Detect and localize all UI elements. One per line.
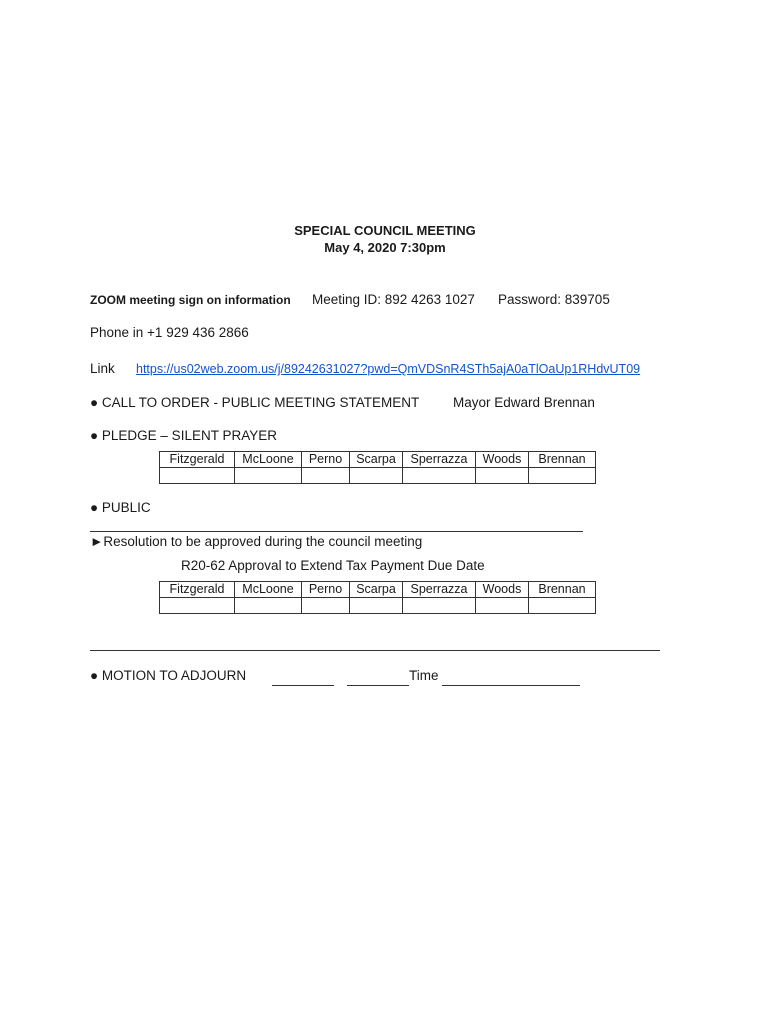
meeting-id: Meeting ID: 892 4263 1027 xyxy=(312,292,475,307)
member-name: Sperrazza xyxy=(403,452,476,468)
member-name: Scarpa xyxy=(350,582,403,598)
second-blank[interactable] xyxy=(347,671,409,686)
motion-blank[interactable] xyxy=(272,671,334,686)
time-label: Time xyxy=(409,668,439,683)
meeting-date: May 4, 2020 7:30pm xyxy=(324,240,446,255)
vote-cell[interactable] xyxy=(160,598,235,614)
vote-cell[interactable] xyxy=(403,598,476,614)
separator-line xyxy=(90,531,583,532)
member-name: Perno xyxy=(302,582,350,598)
public-item: ● PUBLIC xyxy=(90,500,151,515)
vote-table-resolution xyxy=(159,581,596,614)
vote-cell[interactable] xyxy=(302,598,350,614)
time-blank-wrap xyxy=(442,668,580,684)
zoom-info-label: ZOOM meeting sign on information xyxy=(90,293,291,307)
vote-cell[interactable] xyxy=(476,598,529,614)
pledge-item: ● PLEDGE – SILENT PRAYER xyxy=(90,428,277,443)
adjourn-blanks xyxy=(272,668,409,684)
vote-table-pledge xyxy=(159,451,596,484)
vote-cell[interactable] xyxy=(529,468,596,484)
meeting-title: SPECIAL COUNCIL MEETING xyxy=(294,223,476,238)
vote-entry-row xyxy=(160,468,596,484)
zoom-link[interactable]: https://us02web.zoom.us/j/89242631027?pwd=QmVDSnR4STh5ajA0aTlOaUp1RHdvUT09 xyxy=(136,362,641,376)
vote-cell[interactable] xyxy=(403,468,476,484)
member-name: Woods xyxy=(476,452,529,468)
member-name: Fitzgerald xyxy=(160,452,235,468)
vote-cell[interactable] xyxy=(235,468,302,484)
member-name: Scarpa xyxy=(350,452,403,468)
member-name: Fitzgerald xyxy=(160,582,235,598)
vote-cell[interactable] xyxy=(235,598,302,614)
member-name: McLoone xyxy=(235,582,302,598)
call-to-order: ● CALL TO ORDER - PUBLIC MEETING STATEMENT xyxy=(90,395,420,410)
vote-cell[interactable] xyxy=(302,468,350,484)
vote-cell[interactable] xyxy=(350,468,403,484)
member-name: Sperrazza xyxy=(403,582,476,598)
member-name: Perno xyxy=(302,452,350,468)
member-name: Woods xyxy=(476,582,529,598)
resolution-item: R20-62 Approval to Extend Tax Payment Due Date xyxy=(181,558,485,573)
vote-header-row xyxy=(160,582,596,598)
member-name: Brennan xyxy=(529,582,596,598)
member-name: McLoone xyxy=(235,452,302,468)
presiding-officer: Mayor Edward Brennan xyxy=(453,395,595,410)
vote-cell[interactable] xyxy=(160,468,235,484)
vote-cell[interactable] xyxy=(476,468,529,484)
vote-header-row xyxy=(160,452,596,468)
vote-cell[interactable] xyxy=(350,598,403,614)
link-label: Link xyxy=(90,361,115,376)
resolution-intro: ►Resolution to be approved during the council meeting xyxy=(90,534,423,549)
phone-number: Phone in +1 929 436 2866 xyxy=(90,325,249,340)
member-name: Brennan xyxy=(529,452,596,468)
adjourn-item: ● MOTION TO ADJOURN xyxy=(90,668,247,683)
vote-cell[interactable] xyxy=(529,598,596,614)
time-blank[interactable] xyxy=(442,671,580,686)
vote-entry-row xyxy=(160,598,596,614)
meeting-password: Password: 839705 xyxy=(498,292,610,307)
separator-line xyxy=(90,650,660,651)
